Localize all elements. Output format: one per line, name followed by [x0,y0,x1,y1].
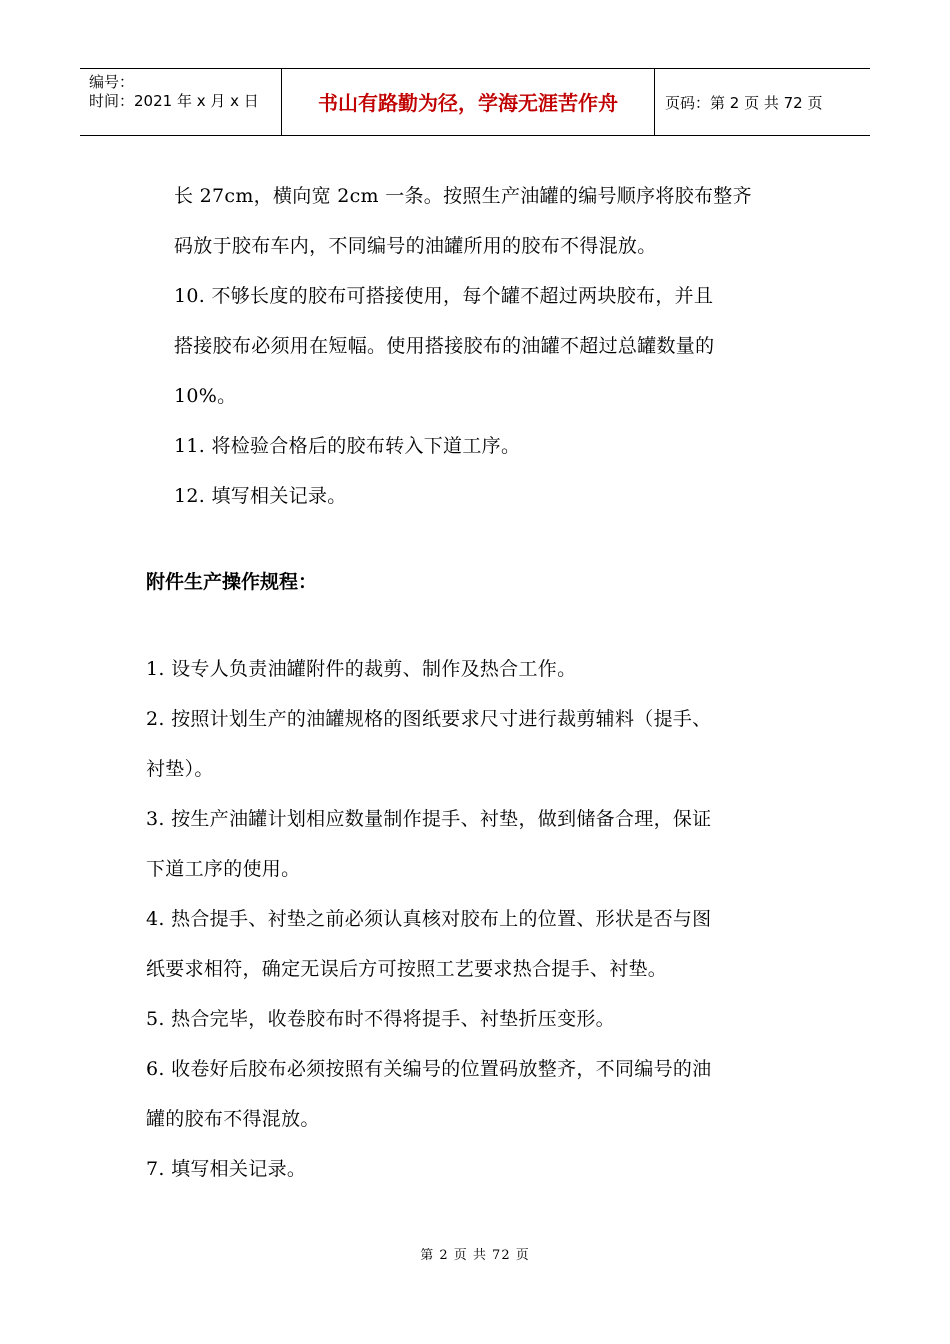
header-meta-cell [80,69,282,135]
header-motto: 书山有路勤为径，学海无涯苦作舟 [282,69,655,135]
section-line: 下道工序的使用。 [146,858,301,880]
page-footer: 第 2 页 共 72 页 [420,1248,530,1263]
section-line: 5. 热合完毕，收卷胶布时不得将提手、衬垫折压变形。 [146,1008,615,1030]
section-line: 6. 收卷好后胶布必须按照有关编号的位置码放整齐，不同编号的油 [146,1058,712,1080]
section-line: 罐的胶布不得混放。 [146,1108,320,1130]
body-line: 10. 不够长度的胶布可搭接使用，每个罐不超过两块胶布，并且 [174,285,714,307]
body-line: 12. 填写相关记录。 [174,485,347,507]
section-line: 2. 按照计划生产的油罐规格的图纸要求尺寸进行裁剪辅料（提手、 [146,708,712,730]
body-line: 搭接胶布必须用在短幅。使用搭接胶布的油罐不超过总罐数量的 [174,335,715,357]
section-line: 纸要求相符，确定无误后方可按照工艺要求热合提手、衬垫。 [146,958,668,980]
header-date-label: 时间：2021 年 x 月 x 日 [89,92,259,110]
page-header [80,68,870,136]
section-heading: 附件生产操作规程： [146,571,318,593]
body-line: 码放于胶布车内，不同编号的油罐所用的胶布不得混放。 [174,235,657,257]
section-line: 4. 热合提手、衬垫之前必须认真核对胶布上的位置、形状是否与图 [146,908,712,930]
section-line: 7. 填写相关记录。 [146,1158,307,1180]
section-line: 3. 按生产油罐计划相应数量制作提手、衬垫，做到储备合理，保证 [146,808,712,830]
header-number-label: 编号： [89,73,135,91]
section-line: 衬垫）。 [146,758,214,780]
section-line: 1. 设专人负责油罐附件的裁剪、制作及热合工作。 [146,658,577,680]
header-page-info: 页码：第 2 页 共 72 页 [665,94,823,112]
body-line: 长 27cm，横向宽 2cm 一条。按照生产油罐的编号顺序将胶布整齐 [174,185,752,207]
body-line: 11. 将检验合格后的胶布转入下道工序。 [174,435,521,457]
body-line: 10%。 [174,385,237,407]
